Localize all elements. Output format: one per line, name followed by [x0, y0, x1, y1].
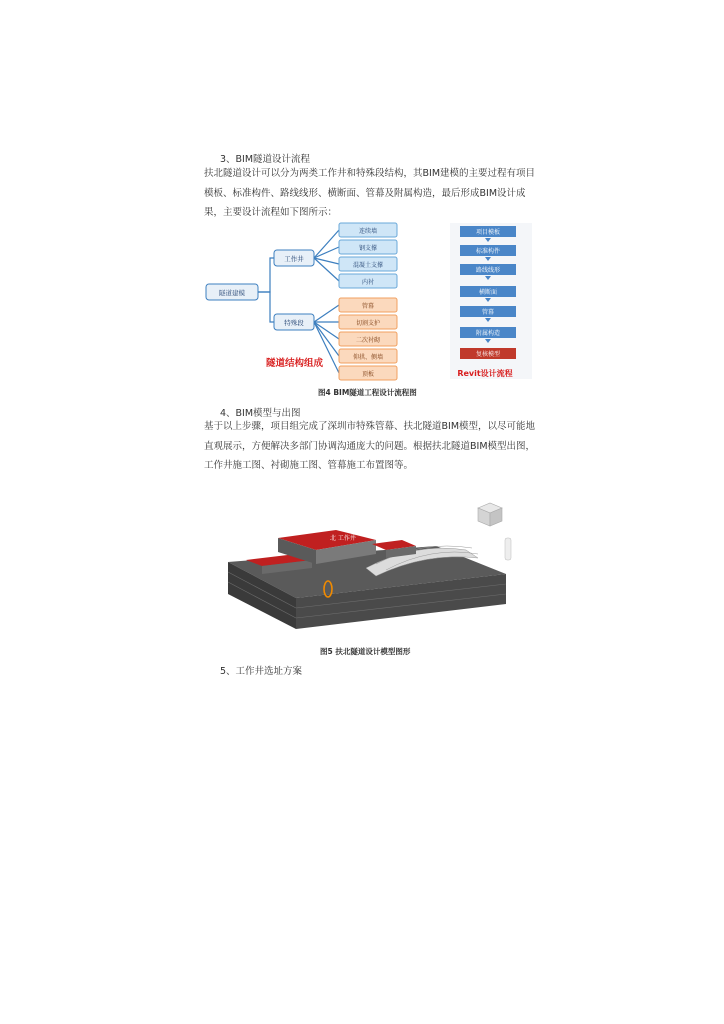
flow-step: 复核模型: [475, 351, 501, 358]
special-item: 切割支护: [355, 320, 381, 327]
flow-step: 路线线形: [475, 267, 501, 274]
special-items: [339, 298, 397, 380]
special-item: 管幕: [361, 303, 375, 310]
bim-model-render: [216, 494, 530, 634]
flow-step: 管幕: [481, 309, 495, 316]
workshaft-item: 连续墙: [358, 228, 378, 235]
navigation-bar-icon: [505, 538, 511, 560]
flow-step: 附属构造: [475, 330, 501, 337]
special-item: 顶板: [361, 371, 375, 378]
workshaft-items: [339, 223, 397, 288]
root-node-label: 隧道建模: [219, 289, 245, 297]
figure4-caption: 图4 BIM隧道工程设计流程图: [318, 388, 417, 397]
section3-paragraph: 扶北隧道设计可以分为两类工作井和特殊段结构，其BIM建模的主要过程有项目模板、标准构件、路线线形、横断面、管幕及附属构造，最后形成BIM设计成果，主要设计流程如下图所示：: [204, 168, 536, 218]
section3-heading: 3、BIM隧道设计流程: [220, 154, 311, 165]
workshaft-item: 钢支撑: [358, 245, 378, 252]
revit-flow-caption: Revit设计流程: [457, 369, 513, 378]
flow-step: 项目模板: [475, 229, 501, 236]
branch-workshaft-label: 工作井: [284, 255, 304, 263]
workshaft-item: 内衬: [361, 279, 375, 286]
flow-step: 标准构件: [475, 248, 501, 255]
section4-heading: 4、BIM模型与出图: [220, 408, 301, 419]
section4-paragraph: 基于以上步骤，项目组完成了深圳市特殊管幕、扶北隧道BIM模型，以尽可能地直观展示，方便解决多部门协调沟通庞大的问题。根据扶北隧道BIM模型出图，工作井施工图、衬砌施工图、管幕施工布置图等。: [204, 421, 536, 471]
workshaft-item: 混凝土支撑: [352, 262, 384, 269]
flow-step: 横断面: [478, 289, 498, 296]
tunnel-design-flow-diagram: [204, 220, 534, 382]
view-cube-icon: [478, 503, 502, 526]
branch-special-label: 特殊段: [284, 319, 304, 327]
special-item: 仰拱、侧墙: [352, 354, 384, 361]
work-shaft-roof-label: 北 工作井: [330, 535, 356, 542]
special-item: 二次衬砌: [355, 337, 381, 344]
section5-heading: 5、工作井选址方案: [220, 666, 303, 677]
figure5-caption: 图5 扶北隧道设计模型图形: [320, 647, 411, 656]
structure-composition-caption: 隧道结构组成: [266, 358, 324, 369]
